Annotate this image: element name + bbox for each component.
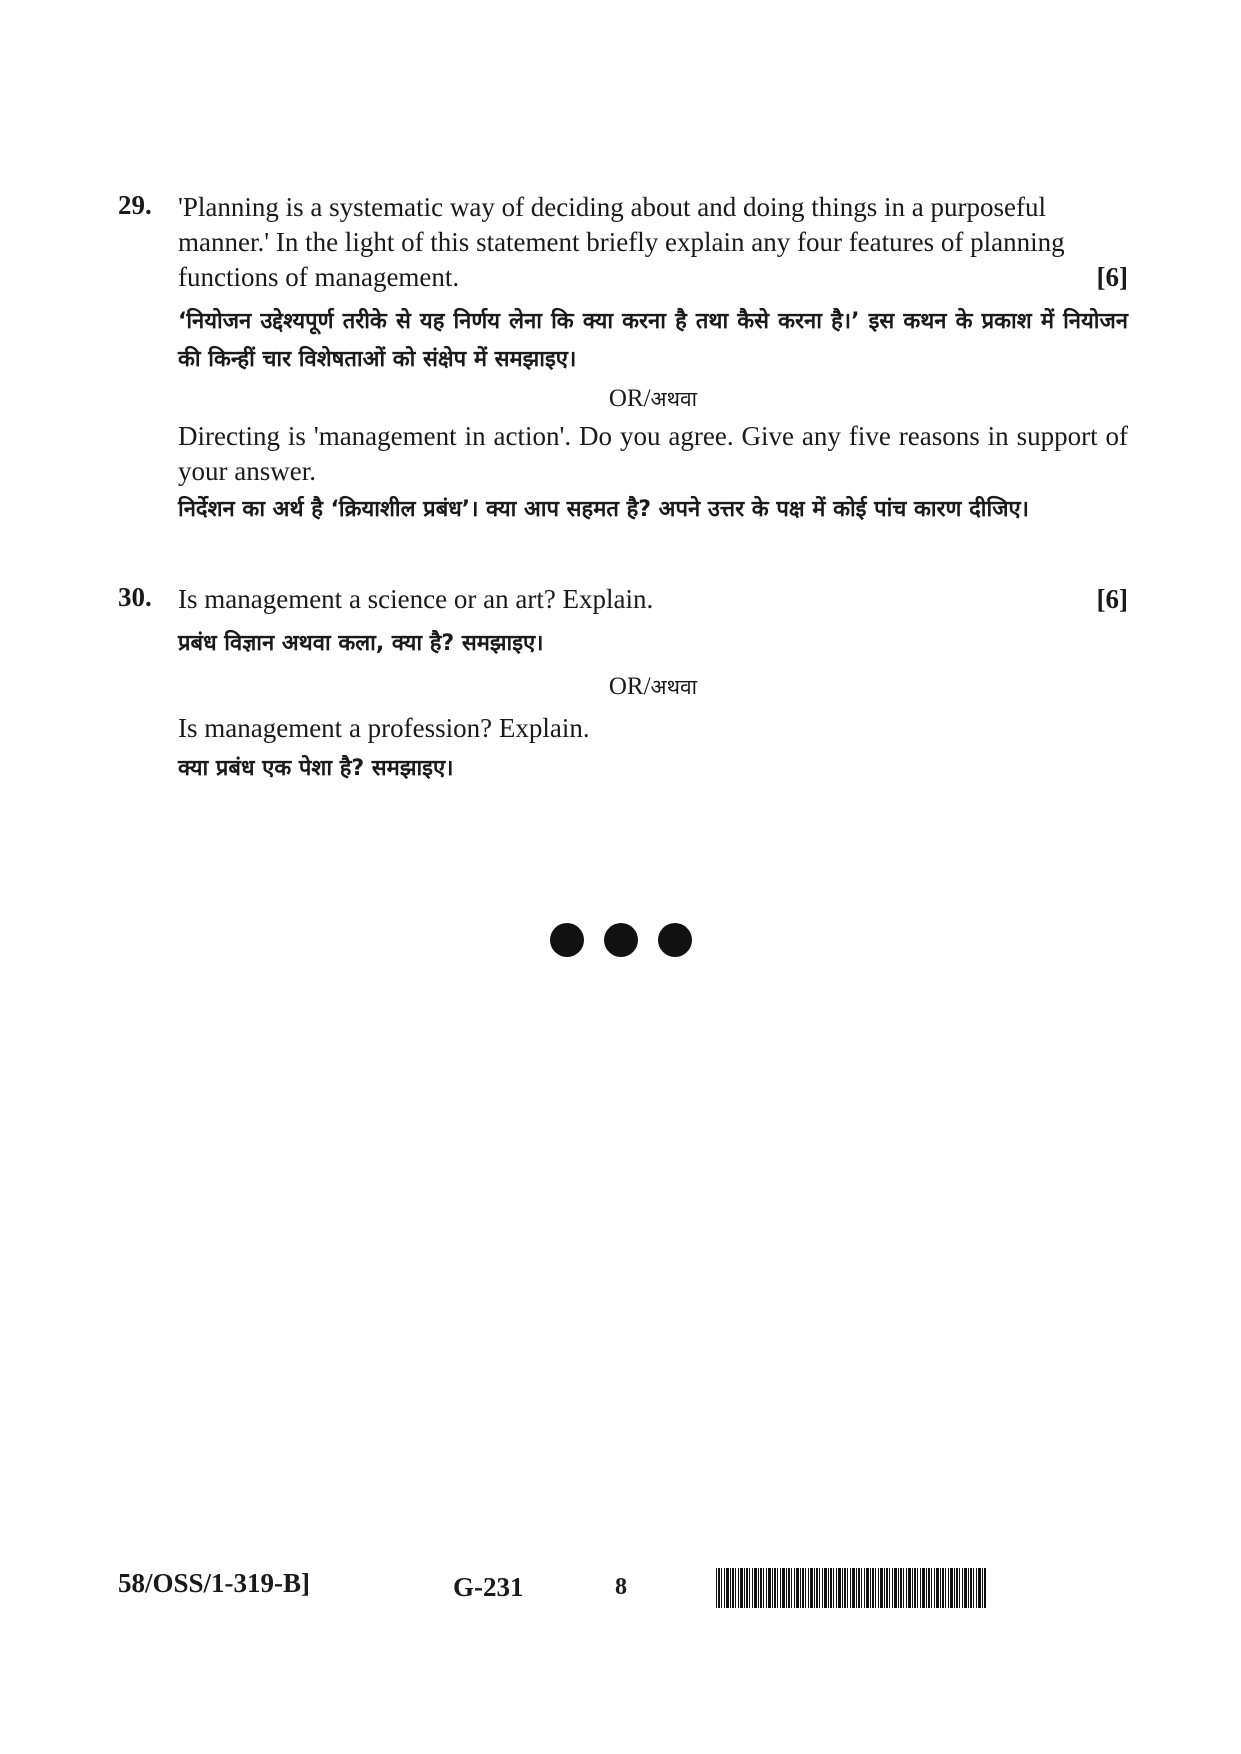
- or-label-en: OR/: [608, 385, 651, 412]
- or-divider: [118, 667, 1128, 707]
- marks-label: [6]: [1096, 262, 1128, 292]
- page-footer: [118, 1568, 1118, 1608]
- or-label-hi: अथवा: [650, 675, 698, 699]
- series-code: G-231: [453, 1572, 524, 1602]
- question-text-line: functions of management.: [178, 262, 460, 292]
- end-marker: [550, 923, 692, 957]
- question-number: 30.: [118, 582, 152, 612]
- alt-question-text: Is management a profession? Explain.: [178, 713, 590, 743]
- barcode: [716, 1568, 986, 1608]
- end-dot: [604, 923, 638, 957]
- page-number: 8: [615, 1574, 627, 1600]
- question-29: [118, 190, 1128, 529]
- question-text-hindi: प्रबंध विज्ञान अथवा कला, क्या है? समझाइए।: [178, 631, 544, 656]
- alt-question-text-hindi: क्या प्रबंध एक पेशा है? समझाइए।: [178, 756, 454, 781]
- question-number: 29.: [118, 190, 152, 220]
- alt-question-text: Directing is 'management in action'. Do you agree. Give any five reasons in support of your answer.: [178, 421, 1128, 486]
- question-text-line: 'Planning is a systematic way of deciding about and doing things in a purposeful: [178, 192, 1046, 222]
- alt-question-text-hindi: निर्देशन का अर्थ है ‘क्रियाशील प्रबंध’। क्या आप सहमत है? अपने उत्तर के पक्ष में कोई पांच कारण दीजिए।: [178, 497, 1030, 522]
- or-divider: [118, 379, 1128, 419]
- marks-label: [6]: [1096, 584, 1128, 614]
- end-dot: [658, 923, 692, 957]
- paper-code: 58/OSS/1-319-B]: [118, 1568, 311, 1598]
- end-dot: [550, 923, 584, 957]
- question-30: [118, 582, 1128, 788]
- or-label-en: OR/: [608, 673, 651, 700]
- question-text-hindi: ‘नियोजन उद्देश्यपूर्ण तरीके से यह निर्णय लेना कि क्या करना है तथा कैसे करना है।’ इस कथन के प्रकाश में नियोजन की किन्हीं चार विशेषताओं को संक्षेप में समझाइए।: [178, 309, 1128, 372]
- or-label-hi: अथवा: [650, 387, 698, 411]
- question-text: Is management a science or an art? Explain.: [178, 584, 654, 614]
- question-text-line: manner.' In the light of this statement briefly explain any four features of planning: [178, 227, 1065, 257]
